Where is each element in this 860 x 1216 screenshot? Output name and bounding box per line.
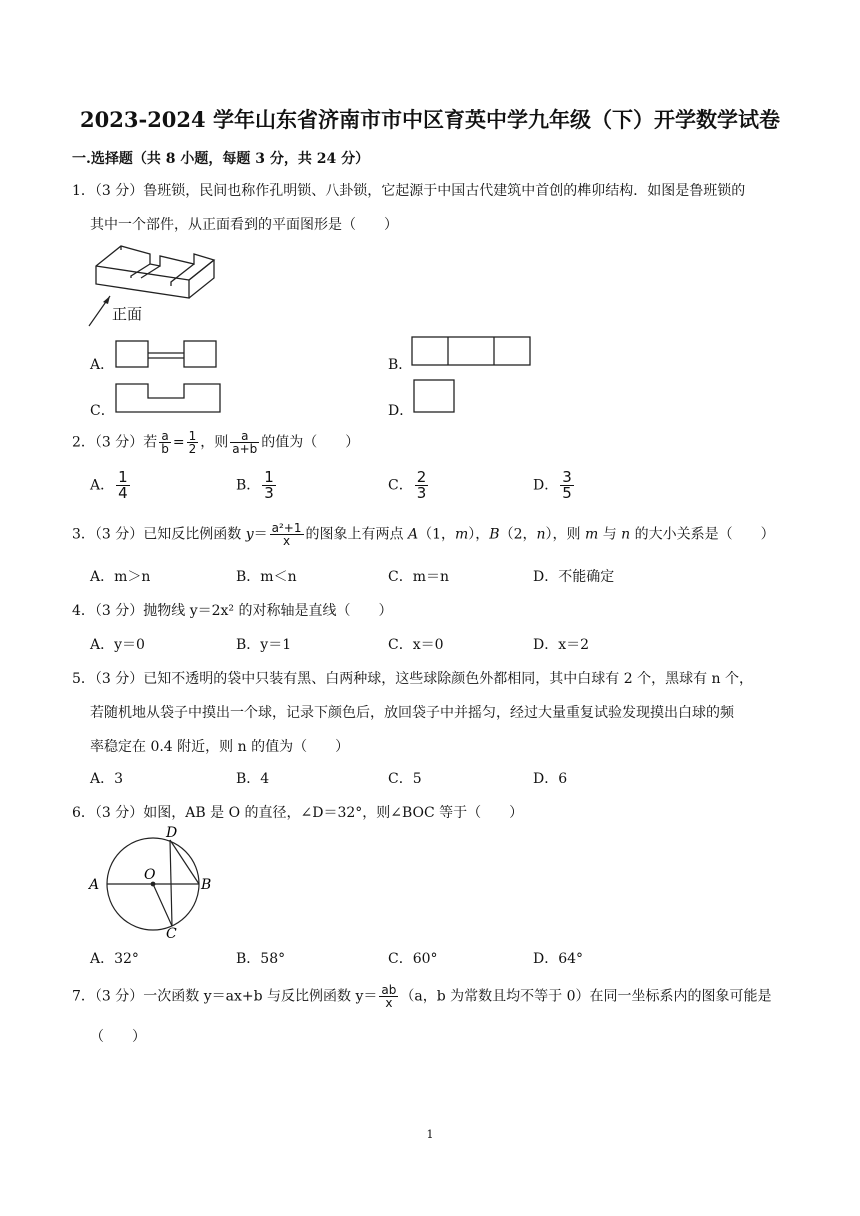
q4-option-b[interactable]: B．y＝1 [236,637,292,653]
q2-frac2-num: 1 [188,429,197,443]
q2-frac1-den: b [161,442,169,456]
q1-line2: 其中一个部件，从正面看到的平面图形是（ ） [90,217,398,233]
q6-label-b: B [201,877,212,893]
q3-yu: 与 [598,526,622,543]
q3-n2: n [621,526,631,543]
q3-option-a[interactable]: A．m＞n [90,569,151,585]
page-number: 1 [426,1128,434,1141]
q2-option-b-fraction [262,470,276,501]
q1-3d-figure [86,238,236,330]
q5-line1: 5．（3 分）已知不透明的袋中只装有黑、白两种球，这些球除颜色外都相同，其中白球有 2 个，黑球有 n 个， [72,671,753,687]
q7-num: ab [381,983,397,997]
q2-option-b-num: 1 [264,468,274,486]
q2-option-c[interactable] [388,470,430,501]
q2-option-d-fraction [560,470,574,501]
q1-option-c-label[interactable]: C． [90,403,115,419]
q2-option-c-den: 3 [416,484,427,502]
q3-close2: ），则 [545,526,585,543]
q4-option-c[interactable]: C．x＝0 [388,637,444,653]
q2-option-a-letter: A． [90,477,115,494]
q1-option-b-label[interactable]: B． [388,357,413,373]
q2-option-b[interactable] [236,470,278,501]
q1-option-a-label[interactable]: A． [90,357,115,373]
q3-den: x [283,534,291,548]
q2-option-c-fraction [415,470,429,501]
q1-option-c-figure [114,382,224,414]
q3-suffix-a: 的图象上有两点 [305,526,408,543]
q5-option-c[interactable]: C．5 [388,771,422,787]
q5-option-b[interactable]: B．4 [236,771,270,787]
q1-front-label: 正面 [112,305,143,323]
q3-point-a: A [407,526,419,543]
q3-tail: 的大小关系是（ ） [630,526,775,543]
q1-option-b-figure [410,335,532,367]
q3-fraction [270,522,304,547]
section-heading: 一.选择题（共 8 小题，每题 3 分，共 24 分） [72,151,370,167]
q6-option-d[interactable]: D．64° [533,951,584,967]
q3-m: m [455,526,469,543]
q6-option-a[interactable]: A．32° [90,951,139,967]
q2-option-d-letter: D． [533,477,559,494]
q2-option-d[interactable] [533,470,576,501]
q1-line1: 1．（3 分）鲁班锁，民间也称作孔明锁、八卦锁，它起源于中国古代建筑中首创的榫卯结构．如图是鲁班锁的 [72,183,746,199]
q7-prefix: 7．（3 分）一次函数 y＝ax+b 与反比例函数 y＝ [72,988,378,1005]
q3-a-coords: （1， [418,526,455,543]
q3-num: a²+1 [271,521,302,535]
q2-option-b-letter: B． [236,477,261,494]
q6-option-b[interactable]: B．58° [236,951,286,967]
q3-eq: ＝ [253,526,268,543]
q2-option-a-den: 4 [118,484,128,502]
q4-option-d[interactable]: D．x＝2 [533,637,590,653]
q3-n: n [536,526,546,543]
q2-fraction-a-over-b [159,430,171,455]
q4-stem: 4．（3 分）抛物线 y＝2x² 的对称轴是直线（ ） [72,603,393,619]
q3-option-c[interactable]: C．m＝n [388,569,450,585]
q3-point-b: B [489,526,500,543]
q2-option-a-num: 1 [118,468,128,486]
q6-option-c[interactable]: C．60° [388,951,438,967]
q3-close1: ）， [468,526,490,543]
q2-option-c-num: 2 [416,468,427,486]
q6-label-o: O [144,867,156,883]
page-title: 2023-2024 学年山东省济南市市中区育英中学九年级（下）开学数学试卷 [80,107,780,132]
q7-stem [72,984,771,1009]
q2-mid: ，则 [200,434,229,451]
q2-option-d-num: 3 [562,468,572,486]
q5-option-d[interactable]: D．6 [533,771,568,787]
q2-option-a[interactable] [90,470,132,501]
q2-option-a-fraction [116,470,130,501]
q3-m2: m [584,526,599,543]
q6-label-d: D [166,825,178,841]
q2-fraction-a-over-a-plus-b [230,430,259,455]
q7-line2: （ ） [90,1029,146,1045]
q5-option-a[interactable]: A．3 [90,771,124,787]
q1-option-d-figure [412,378,456,414]
q7-den: x [385,996,393,1010]
q6-label-a: A [89,877,100,893]
q5-line2: 若随机地从袋子中摸出一个球，记录下颜色后，放回袋子中并摇匀，经过大量重复试验发现摸出白球的频 [90,705,734,721]
q7-suffix: （a，b 为常数且均不等于 0）在同一坐标系内的图象可能是 [400,988,772,1005]
q3-option-d[interactable]: D．不能确定 [533,569,615,585]
q6-circle-figure [86,822,216,942]
q6-stem: 6．（3 分）如图，AB 是 O 的直径，∠D＝32°，则∠BOC 等于（ ） [72,805,524,821]
q2-suffix: 的值为（ ） [261,434,360,451]
q3-func: y [245,526,254,543]
q5-line3: 率稳定在 0.4 附近，则 n 的值为（ ） [90,739,350,755]
q4-option-a[interactable]: A．y＝0 [90,637,145,653]
q2-stem [72,430,359,455]
q2-option-c-letter: C． [388,477,413,494]
q2-fraction-one-half [187,430,199,455]
q3-option-b[interactable]: B．m＜n [236,569,297,585]
q3-stem [72,522,775,547]
q6-label-c: C [166,926,177,942]
q3-prefix: 3．（3 分）已知反比例函数 [72,526,246,543]
q1-option-d-label[interactable]: D． [388,403,414,419]
q2-frac2-den: 2 [188,442,197,456]
q2-option-b-den: 3 [264,484,274,502]
q2-frac3-num: a [230,430,259,443]
q1-option-a-figure [114,339,220,369]
q2-prefix: 2．（3 分）若 [72,434,158,451]
q2-option-d-den: 5 [562,484,572,502]
q7-fraction [379,984,398,1009]
q2-frac1-num: a [159,430,171,443]
q3-b-coords: （2， [499,526,537,543]
q2-frac3-den: a+b [232,442,258,456]
q2-equals: = [172,434,185,451]
